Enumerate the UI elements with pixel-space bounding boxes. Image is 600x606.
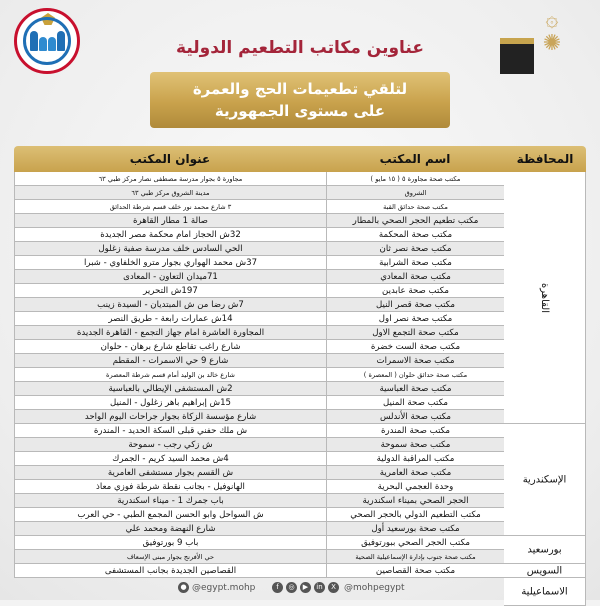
table-row bbox=[14, 340, 586, 354]
office-name-cell: مكتب المراقبة الدولية bbox=[326, 452, 504, 466]
office-name-cell: مكتب صحة حدائق حلوان ( المعصرة ) bbox=[326, 368, 504, 382]
footer-handle: @mohpegypt bbox=[344, 583, 405, 593]
table-row bbox=[14, 242, 586, 256]
office-address-cell: 14ش عمارات رابعة - طريق النصر bbox=[14, 312, 326, 326]
office-name-cell: مكتب صحة قصر النيل bbox=[326, 298, 504, 312]
office-name-cell: مكتب صحة مجاورة ٥ ( ١٥ مايو ) bbox=[326, 172, 504, 186]
office-address-cell: القصاصين الجديدة بجانب المستشفى bbox=[14, 564, 326, 578]
office-name-cell: مكتب صحة نصر ثان bbox=[326, 242, 504, 256]
office-name-cell: وحدة العجمي البحرية bbox=[326, 480, 504, 494]
table-row bbox=[14, 186, 586, 200]
office-address-cell: مدينة الشروق مركز طبي ٦٣ bbox=[14, 186, 326, 200]
footer bbox=[0, 578, 600, 600]
office-address-cell: ش القسم بجوار مستشفى العامرية bbox=[14, 466, 326, 480]
x-icon: X bbox=[328, 582, 339, 593]
table-row bbox=[14, 312, 586, 326]
office-name-cell: مكتب صحة العباسية bbox=[326, 382, 504, 396]
instagram-icon: ◎ bbox=[286, 582, 297, 593]
office-name-cell: مكتب صحة بورسعيد أول bbox=[326, 522, 504, 536]
office-name-cell: الحجر الصحي بميناء اسكندرية bbox=[326, 494, 504, 508]
facebook-icon: f bbox=[272, 582, 283, 593]
governorate-label: بورسعيد bbox=[527, 544, 562, 555]
office-address-cell: ٣ شارع محمد نور خلف قسم شرطة الحدائق bbox=[14, 200, 326, 214]
office-name-cell: مكتب التطعيم الدولي بالحجر الصحي bbox=[326, 508, 504, 522]
table-row bbox=[14, 564, 586, 578]
table-row bbox=[14, 228, 586, 242]
table-row bbox=[14, 172, 586, 186]
table-row bbox=[14, 354, 586, 368]
office-address-cell: 2ش المستشفى الإيطالي بالعباسية bbox=[14, 382, 326, 396]
office-name-cell: مكتب صحة القصاصين bbox=[326, 564, 504, 578]
office-address-cell: 37ش محمد الهواري بجوار مترو الخلفاوي - شبرا bbox=[14, 256, 326, 270]
office-address-cell: شارع 9 حي الاسمرات - المقطم bbox=[14, 354, 326, 368]
governorate-cell bbox=[504, 172, 586, 424]
table-row bbox=[14, 298, 586, 312]
office-name-cell: مكتب صحة عابدين bbox=[326, 284, 504, 298]
office-name-cell: مكتب صحة المعادي bbox=[326, 270, 504, 284]
table-row bbox=[14, 410, 586, 424]
ministry-logo-icon bbox=[14, 8, 80, 74]
table-row bbox=[14, 214, 586, 228]
office-address-cell: شارع راغب تقاطع شارع برهان - حلوان bbox=[14, 340, 326, 354]
header-governorate: المحافظة bbox=[516, 152, 574, 166]
office-name-cell: مكتب صحة الست خضرة bbox=[326, 340, 504, 354]
table-row bbox=[14, 550, 586, 564]
table-row bbox=[14, 494, 586, 508]
office-name-cell: مكتب صحة نصر اول bbox=[326, 312, 504, 326]
governorate-cell bbox=[504, 536, 586, 564]
office-address-cell: باب 9 بورتوفيق bbox=[14, 536, 326, 550]
office-address-cell: 32ش الحجاز امام محكمة مصر الجديدة bbox=[14, 228, 326, 242]
office-name-cell: مكتب صحة الشرابية bbox=[326, 256, 504, 270]
office-address-cell: ش ملك حفني قبلى السكة الحديد - المندرة bbox=[14, 424, 326, 438]
office-address-cell: الحي السادس خلف مدرسة صفية زغلول bbox=[14, 242, 326, 256]
subtitle-banner bbox=[150, 72, 450, 128]
office-name-cell: مكتب صحة جنوب بإدارة الإسماعيلية الصحية bbox=[326, 550, 504, 564]
governorate-cell bbox=[504, 424, 586, 536]
office-address-cell: شارع خالد بن الوليد أمام قسم شرطة المعصرة bbox=[14, 368, 326, 382]
banner-line-1: لتلقي تطعيمات الحج والعمرة bbox=[192, 80, 408, 98]
table-row bbox=[14, 480, 586, 494]
header-office: اسم المكتب bbox=[379, 152, 451, 166]
page-title: عناوين مكاتب التطعيم الدولية bbox=[176, 38, 424, 58]
table-row bbox=[14, 284, 586, 298]
globe-icon: ● bbox=[178, 582, 189, 593]
table-row bbox=[14, 438, 586, 452]
table-row bbox=[14, 466, 586, 480]
office-address-cell: المجاورة العاشرة امام جهاز التجمع - القاهرة الجديدة bbox=[14, 326, 326, 340]
governorate-cell bbox=[504, 564, 586, 578]
youtube-icon: ▶ bbox=[300, 582, 311, 593]
table-row bbox=[14, 270, 586, 284]
governorate-label: الاسماعيلية bbox=[521, 586, 568, 597]
table-row bbox=[14, 368, 586, 382]
governorate-label: القاهرة bbox=[539, 282, 550, 313]
table-row bbox=[14, 522, 586, 536]
office-address-cell: حي الأفرنج بجوار مبنى الإسعاف bbox=[14, 550, 326, 564]
table-row bbox=[14, 452, 586, 466]
office-address-cell: 197ش التحرير bbox=[14, 284, 326, 298]
header-address: عنوان المكتب bbox=[129, 152, 211, 166]
office-name-cell: مكتب صحة حدائق القبة bbox=[326, 200, 504, 214]
office-address-cell: ش زكي رجب - سموحة bbox=[14, 438, 326, 452]
table-row bbox=[14, 326, 586, 340]
linkedin-icon: in bbox=[314, 582, 325, 593]
table-header bbox=[14, 146, 586, 172]
office-address-cell: 4ش محمد السيد كريم - الجمرك bbox=[14, 452, 326, 466]
governorate-label: الإسكندرية bbox=[522, 474, 567, 485]
table-row bbox=[14, 536, 586, 550]
banner-line-2: على مستوى الجمهورية bbox=[214, 102, 386, 120]
office-name-cell: مكتب صحة العامرية bbox=[326, 466, 504, 480]
office-name-cell: الشروق bbox=[326, 186, 504, 200]
kaaba-calligraphy-icon: ۞ ✺ bbox=[496, 8, 580, 92]
table-row bbox=[14, 256, 586, 270]
office-name-cell: مكتب صحة المنيل bbox=[326, 396, 504, 410]
governorate-label: السويس bbox=[526, 565, 563, 576]
office-address-cell: شارع النهضة ومحمد علي bbox=[14, 522, 326, 536]
office-address-cell: باب جمرك 1 - ميناء اسكندرية bbox=[14, 494, 326, 508]
office-name-cell: مكتب صحة سموحة bbox=[326, 438, 504, 452]
office-address-cell: صالة 1 مطار القاهرة bbox=[14, 214, 326, 228]
office-address-cell: 7ش رضا من ش المبتديان - السيدة زينب bbox=[14, 298, 326, 312]
table-row bbox=[14, 396, 586, 410]
office-name-cell: مكتب صحة المندرة bbox=[326, 424, 504, 438]
office-address-cell: مجاورة ٥ بجوار مدرسة مصطفى نصار مركز طبي ٦٣ bbox=[14, 172, 326, 186]
table-row bbox=[14, 508, 586, 522]
office-address-cell: شارع مؤسسة الزكاة بجوار جراحات اليوم الواحد bbox=[14, 410, 326, 424]
office-name-cell: مكتب صحة التجمع الاول bbox=[326, 326, 504, 340]
office-address-cell: 15ش إبراهيم باهر زغلول - المنيل bbox=[14, 396, 326, 410]
office-name-cell: مكتب الحجر الصحي ببورتوفيق bbox=[326, 536, 504, 550]
family-icon bbox=[30, 29, 64, 51]
office-name-cell: مكتب تطعيم الحجر الصحي بالمطار bbox=[326, 214, 504, 228]
office-name-cell: مكتب صحة الاسمرات bbox=[326, 354, 504, 368]
office-name-cell: مكتب صحة الأندلس bbox=[326, 410, 504, 424]
table-row bbox=[14, 382, 586, 396]
office-address-cell: 71ميدان التعاون - المعادى bbox=[14, 270, 326, 284]
office-address-cell: الهانوفيل - بجانب نقطة شرطة فوزي معاذ bbox=[14, 480, 326, 494]
table-row bbox=[14, 424, 586, 438]
table-row bbox=[14, 200, 586, 214]
office-name-cell: مكتب صحة المحكمة bbox=[326, 228, 504, 242]
office-address-cell: ش السواحل وابو الحسن المجمع الطبي - حي العرب bbox=[14, 508, 326, 522]
footer-site: @egypt.mohp bbox=[192, 583, 256, 593]
